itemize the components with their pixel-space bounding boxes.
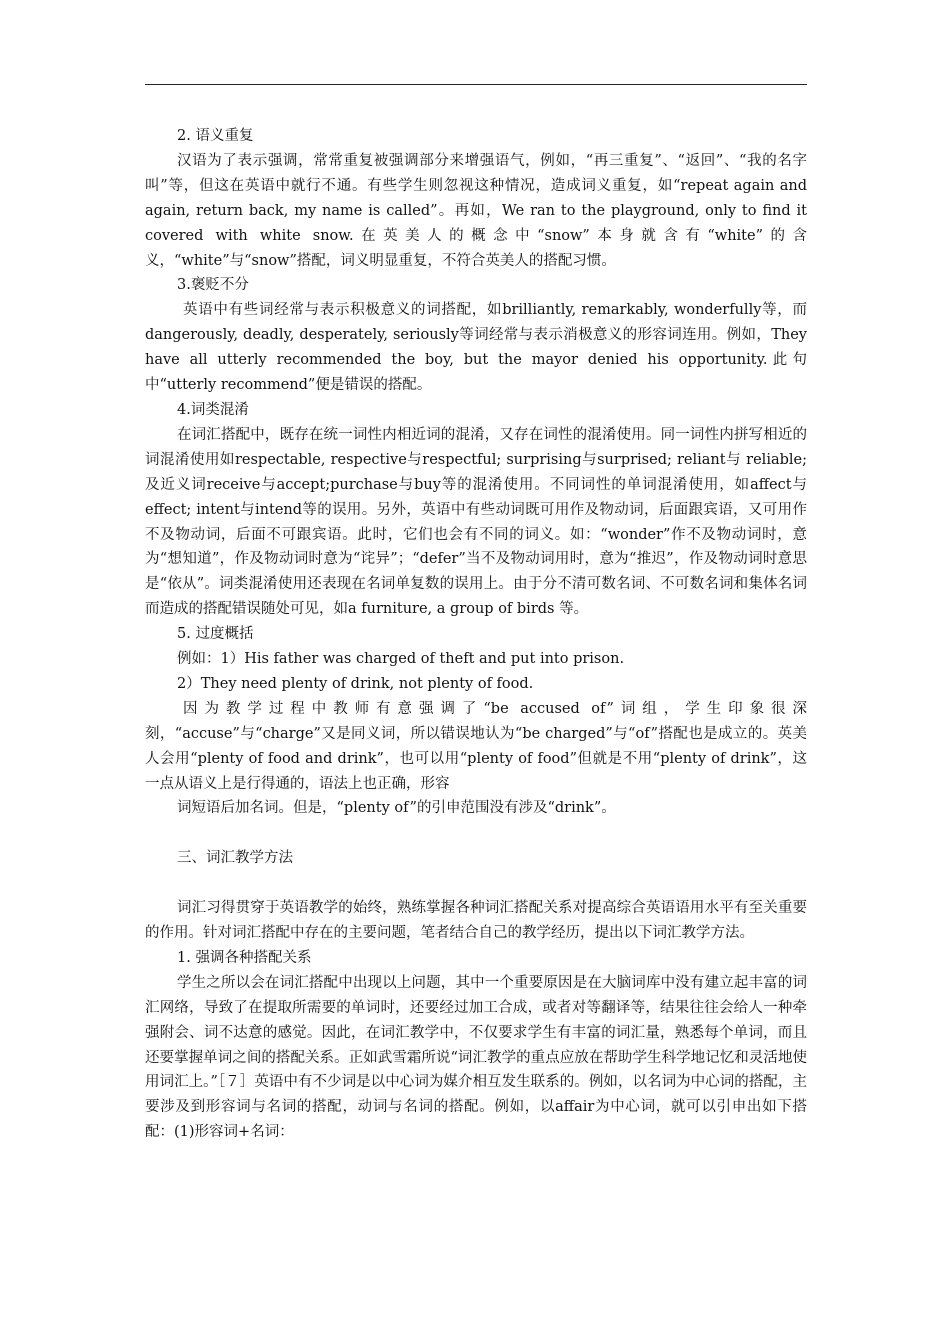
paragraph-connotation: 英语中有些词经常与表示积极意义的词搭配，如brilliantly, remarkably, wonderfully等，而dangerously, deadly, desperately, seriously等词经常与表示消极意义的形容词连用。例如，They have all utterly recommended the boy, but the mayor denied his opportunity.此句中“utterly recommend”便是错误的搭配。 (145, 302, 807, 394)
paragraph-collocation-method: 学生之所以会在词汇搭配中出现以上问题，其中一个重要原因是在大脑词库中没有建立起丰富的词汇网络，导致了在提取所需要的单词时，还要经过加工合成，或者对等翻译等，结果往往会给人一种牵强附会、词不达意的感觉。因此，在词汇教学中，不仅要求学生有丰富的词汇量，熟悉每个单词，而且还要掌握单词之间的搭配关系。正如武雪霜所说“词汇教学的重点应放在帮助学生科学地记忆和灵活地使用词汇上。”［７］英语中有不少词是以中心词为媒介相互发生联系的。例如，以名词为中心词的搭配，主要涉及到形容词与名词的搭配，动词与名词的搭配。例如，以affair为中心词，就可以引申出如下搭配：(1)形容词+名词： (145, 974, 807, 1141)
example-sentence-2: 2）They need plenty of drink, not plenty of food. (177, 675, 534, 692)
section-heading-connotation: 3.褒贬不分 (177, 277, 249, 294)
paragraph-word-class: 在词汇搭配中，既存在统一词性内相近词的混淆，又存在词性的混淆使用。同一词性内拼写相近的词混淆使用如respectable, respective与respectful; surprising与surprised; reliant与 reliable;及近义词receive与accept;purchase与buy等的混淆使用。不同词性的单词混淆使用，如affect与effect; intent与intend等的误用。另外，英语中有些动词既可用作及物动词，后面跟宾语，又可用作不及物动词，后面不可跟宾语。此时，它们也会有不同的词义。如：“wonder”作不及物动词时，意为“想知道”，作及物动词时意为“诧异”；“defer”当不及物动词用时，意为“推迟”，作及物动词时意思是“依从”。词类混淆使用还表现在名词单复数的误用上。由于分不清可数名词、不可数名词和集体名词而造成的搭配错误随处可见，如a furniture, a group of birds 等。 (145, 426, 807, 618)
method-heading-collocation: 1. 强调各种搭配关系 (177, 949, 312, 966)
example-sentence-1: 例如：1）His father was charged of theft and put into prison. (177, 651, 625, 668)
section-heading-word-class: 4.词类混淆 (177, 401, 249, 418)
document-body (145, 124, 807, 1145)
paragraph-overgeneralization-continued: 词短语后加名词。但是，“plenty of”的引申范围没有涉及“drink”。 (177, 800, 616, 817)
paragraph-overgeneralization: 因为教学过程中教师有意强调了“be accused of”词组，学生印象很深刻，“accuse”与“charge”又是同义词，所以错误地认为“be charged”与“of”搭配也是成立的。英美人会用“plenty of food and drink”，也可以用“plenty of food”但就是不用“plenty of drink”，这一点从语义上是行得通的，语法上也正确，形容 (145, 700, 807, 792)
paragraph-teaching-methods-intro: 词汇习得贯穿于英语教学的始终，熟练掌握各种词汇搭配关系对提高综合英语语用水平有至关重要的作用。针对词汇搭配中存在的主要问题，笔者结合自己的教学经历，提出以下词汇教学方法。 (145, 900, 807, 941)
chapter-heading-teaching-methods: 三、词汇教学方法 (177, 850, 293, 867)
header-rule (145, 84, 807, 85)
section-heading-overgeneralization: 5. 过度概括 (177, 626, 254, 643)
paragraph-semantic-repetition: 汉语为了表示强调，常常重复被强调部分来增强语气，例如，“再三重复”、“返回”、“我的名字叫”等，但这在英语中就行不通。有些学生则忽视这种情况，造成词义重复，如“repeat again and again, return back, my name is called”。再如，We ran to the playground, only to find it covered with white snow.在英美人的概念中“snow”本身就含有“white”的含义，“white”与“snow”搭配，词义明显重复，不符合英美人的搭配习惯。 (145, 152, 807, 269)
section-heading-semantic-repetition: 2. 语义重复 (177, 128, 254, 144)
